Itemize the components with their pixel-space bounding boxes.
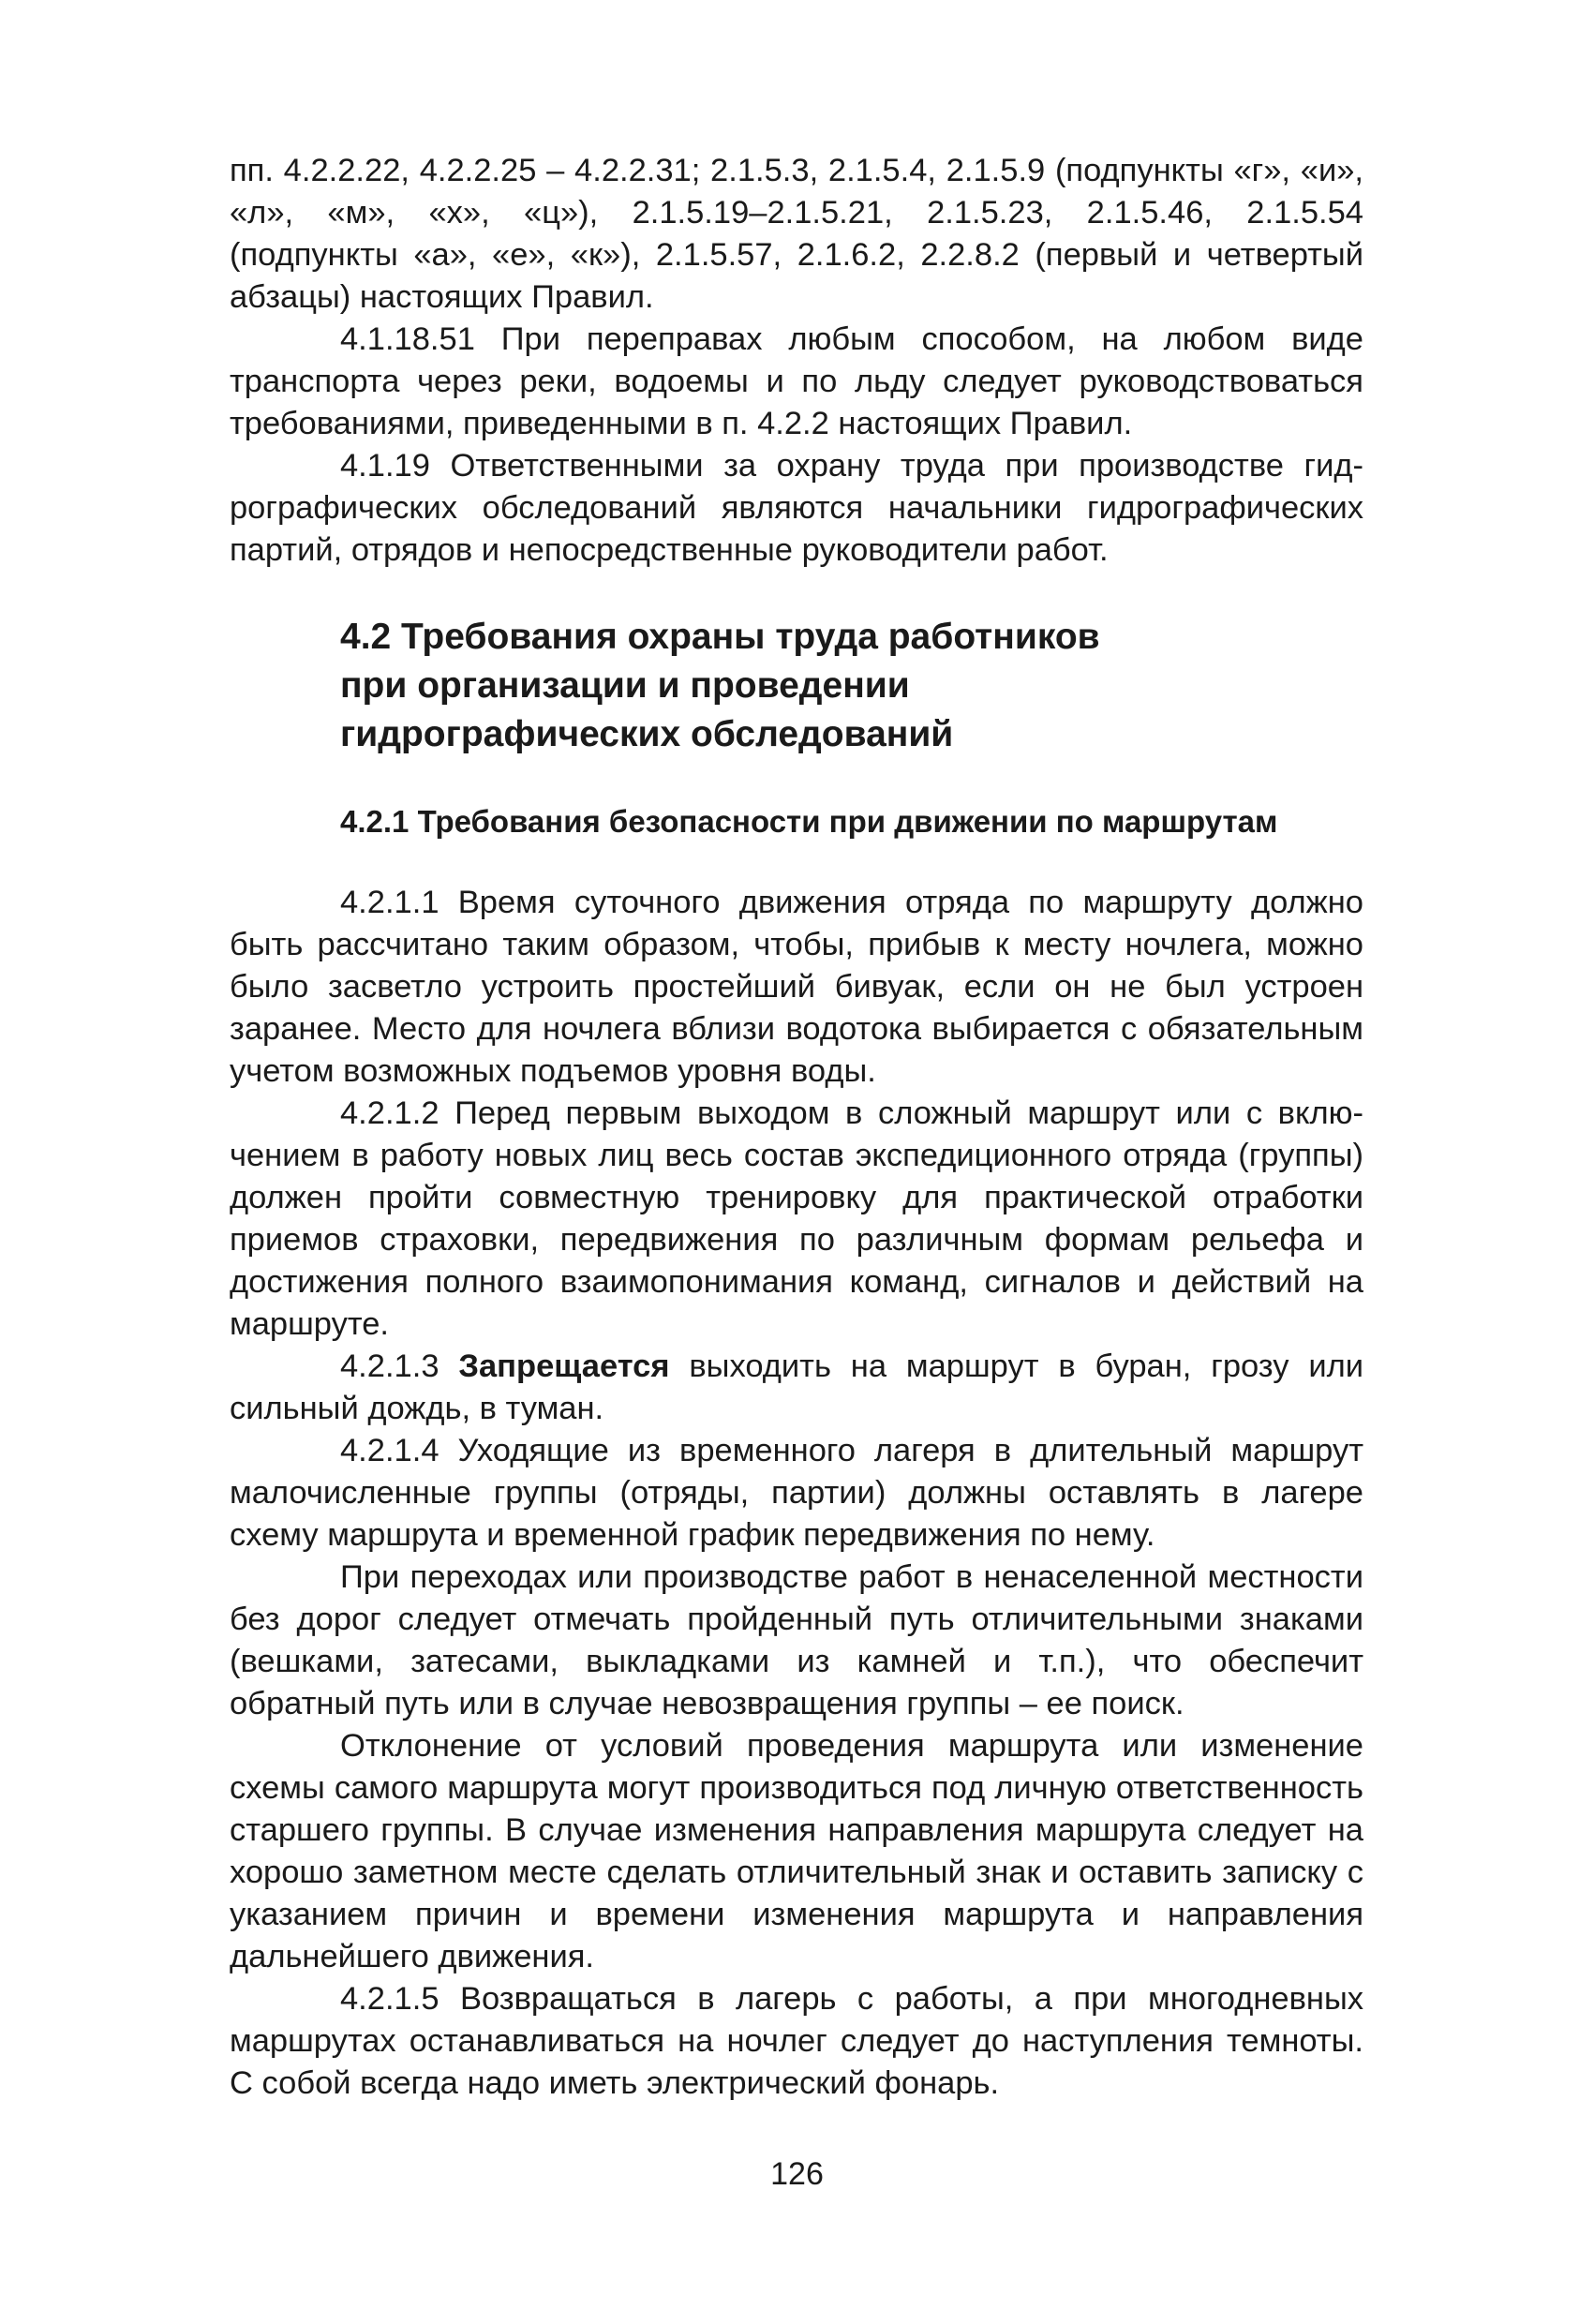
paragraph-references: пп. 4.2.2.22, 4.2.2.25 – 4.2.2.31; 2.1.5.3, 2.1.5.4, 2.1.5.9 (подпункты «г», «и», «л», «м», «х», «ц»), 2.1.5.19–2.1.5.21, 2.1.5.23, 2.1.5.46, 2.1.5.54 (подпункты «а», «е», «к»), 2.1.5.57, 2.1.6.2, 2.2.8.2 (первый и четвертый абзацы) настоящих Правил. <box>230 153 1363 315</box>
paragraph-4-2-1-1: 4.2.1.1 Время суточного движения отряда по маршруту должно быть рассчитано таким образом, чтобы, прибыв к месту ночлега, можно было засветло устроить простейший бивуак, если он не был устроен заранее. Место для ночлега вблизи водотока выбирается с обязательным учетом возможных подъемов уровня воды. <box>230 885 1363 1089</box>
paragraph-marking-path: При переходах или производстве работ в ненаселенной местности без дорог следует отмечать пройденный путь отличительными знаками (вешками, затесами, выкладками из камней и т.п.), что обеспечит обратный путь или в случае невозвращения группы – ее поиск. <box>230 1559 1363 1721</box>
spacer <box>230 759 1363 800</box>
paragraph-4-2-1-2: 4.2.1.2 Перед первым выходом в сложный маршрут или с включением в работу новых лиц весь состав экспедиционного отряда (группы) должен пройти совместную тренировку для практической отработки приемов страховки, передвижения по различным формам рельефа и достижения полного взаимопонимания команд, сигналов и действий на маршруте. <box>230 1095 1363 1342</box>
section-heading-line: гидрографических обследований <box>340 714 954 754</box>
paragraph-number: 4.2.1.3 <box>340 1348 439 1384</box>
paragraph-text: выходить на маршрут в буран, грозу или сильный дождь, в туман. <box>230 1348 1363 1426</box>
paragraph-4-2-1-3 <box>230 1346 1363 1430</box>
section-heading-line: при организации и проведении <box>340 665 910 706</box>
emphasis-prohibited: Запрещается <box>458 1348 670 1384</box>
section-heading-line: 4.2 Требования охраны труда работников <box>340 617 1100 657</box>
paragraph-4-2-1-5: 4.2.1.5 Возвращаться в лагерь с работы, а при многодневных маршрутах останавливаться на ночлег следует до наступления темноты. С собой всегда надо иметь электрический фонарь. <box>230 1981 1363 2101</box>
page-number: 126 <box>770 2156 824 2192</box>
paragraph-route-deviation: Отклонение от условий проведения маршрута или изменение схемы самого маршрута могут производиться под личную ответственность старшего группы. В случае изменения направления маршрута следует на хорошо заметном месте сделать отличительный знак и оставить записку с указанием причин и времени изменения маршрута и направления дальнейшего движения. <box>230 1728 1363 1974</box>
paragraph-4-1-18-51: 4.1.18.51 При переправах любым способом, на любом виде транспорта через реки, водоемы и по льду следует руководствоваться требованиями, приведенными в п. 4.2.2 настоящих Правил. <box>230 321 1363 441</box>
section-heading-4-2 <box>230 613 1363 759</box>
spacer <box>230 842 1363 882</box>
paragraph-4-2-1-4: 4.2.1.4 Уходящие из временного лагеря в длительный маршрут малочисленные группы (отряды, партии) должны оставлять в лагере схему маршрута и временной график передвижения по нему. <box>230 1433 1363 1553</box>
subsection-heading-4-2-1: 4.2.1 Требования безопасности при движении по маршрутам <box>340 804 1278 839</box>
document-page <box>230 150 1363 2202</box>
spacer <box>230 572 1363 613</box>
paragraph-4-1-19: 4.1.19 Ответственными за охрану труда при производстве гидрографических обследований являются начальники гидрографических партий, отрядов и непосредственные руководители работ. <box>230 448 1363 568</box>
